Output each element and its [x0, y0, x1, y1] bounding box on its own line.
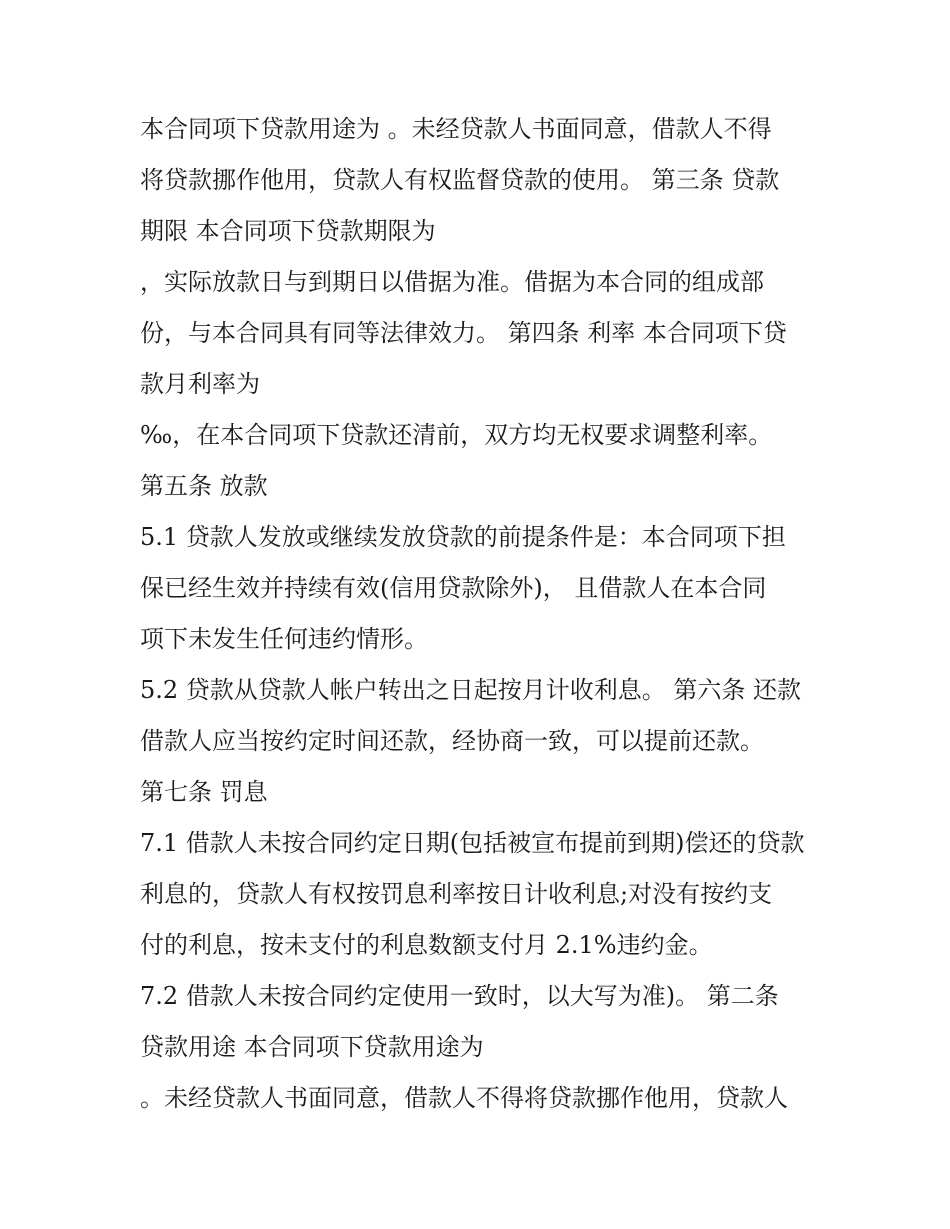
text-line-17: 付的利息，按未支付的利息数额支付月 2.1%违约金。 — [140, 931, 713, 959]
text-line-13: 借款人应当按约定时间还款，经协商一致，可以提前还款。 — [140, 727, 764, 755]
text-line-5: 份，与本合同具有同等法律效力。 第四条 利率 本合同项下贷 — [140, 319, 787, 347]
text-line-19: 贷款用途 本合同项下贷款用途为 — [140, 1033, 484, 1061]
text-line-6: 款月利率为 — [140, 370, 260, 398]
text-line-15: 7.1 借款人未按合同约定日期(包括被宣布提前到期)偿还的贷款 — [140, 829, 805, 857]
text-line-7: ‰，在本合同项下贷款还清前，双方均无权要求调整利率。 — [140, 421, 773, 449]
text-line-18: 7.2 借款人未按合同约定使用一致时，以大写为准)。 第二条 — [140, 982, 779, 1010]
document-body — [140, 104, 820, 1124]
text-line-2: 将贷款挪作他用，贷款人有权监督贷款的使用。 第三条 贷款 — [140, 166, 780, 194]
text-line-1: 本合同项下贷款用途为 。未经贷款人书面同意，借款人不得 — [140, 115, 772, 143]
text-line-4: ，实际放款日与到期日以借据为准。借据为本合同的组成部 — [140, 268, 764, 296]
text-line-9: 5.1 贷款人发放或继续发放贷款的前提条件是：本合同项下担 — [140, 523, 786, 551]
text-line-11: 项下未发生任何违约情形。 — [140, 625, 428, 653]
text-line-8: 第五条 放款 — [140, 472, 268, 500]
text-line-3: 期限 本合同项下贷款期限为 — [140, 217, 436, 245]
text-line-16: 利息的，贷款人有权按罚息利率按日计收利息;对没有按约支 — [140, 880, 773, 908]
text-line-14: 第七条 罚息 — [140, 778, 268, 806]
text-line-10: 保已经生效并持续有效(信用贷款除外)， 且借款人在本合同 — [140, 574, 767, 602]
text-line-20: 。未经贷款人书面同意，借款人不得将贷款挪作他用，贷款人 — [140, 1084, 788, 1112]
text-line-12: 5.2 贷款从贷款人帐户转出之日起按月计收利息。 第六条 还款 — [140, 676, 802, 704]
